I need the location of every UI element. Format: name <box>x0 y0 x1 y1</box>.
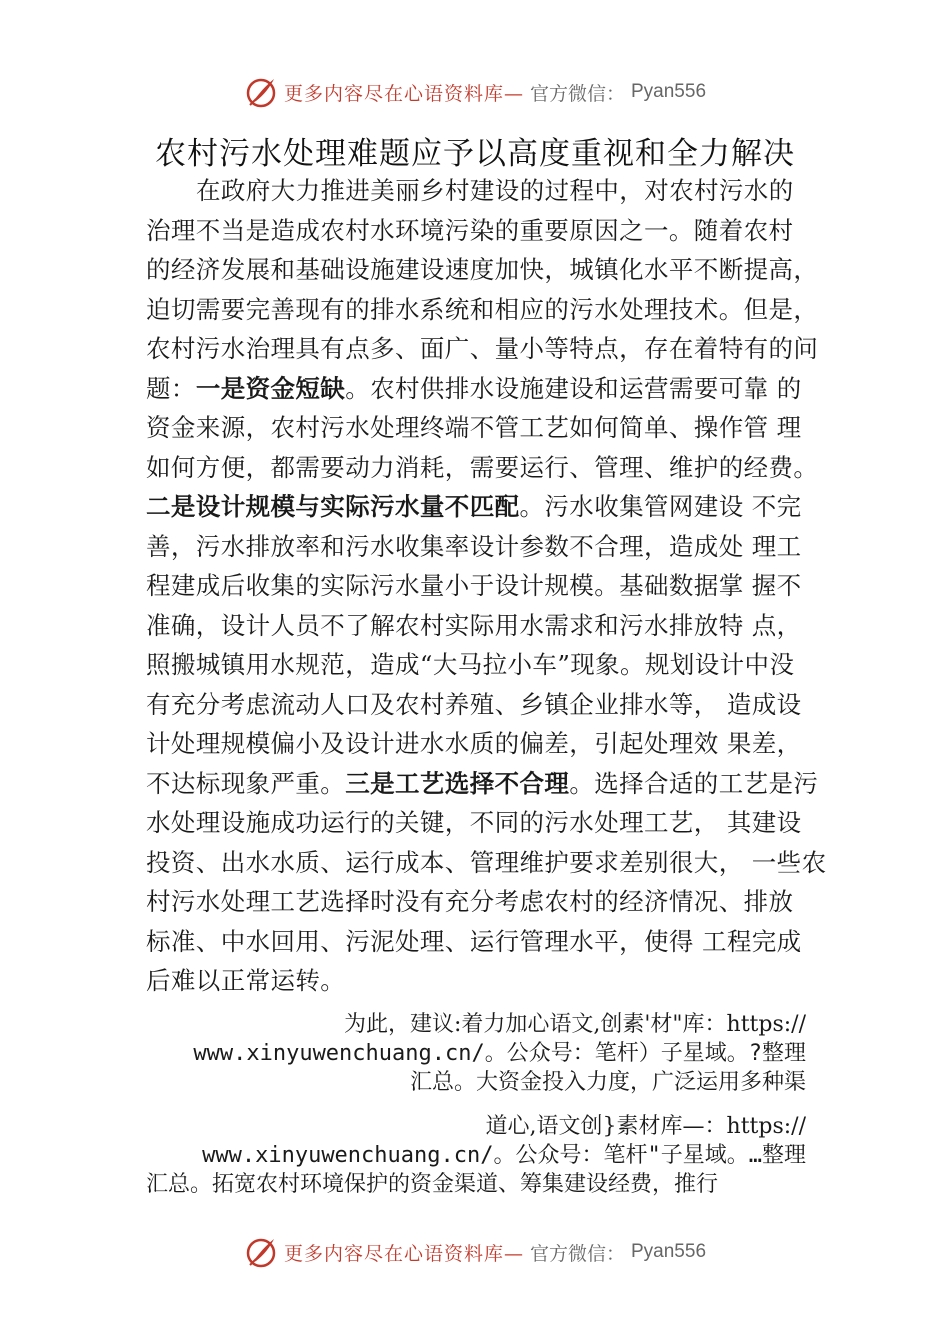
paragraph-line <box>146 329 836 369</box>
text-segment: 治理不当是造成农村水环境污染的重要原因之一。随着农村 <box>146 215 794 245</box>
text-segment: 题： <box>146 373 196 403</box>
bold-heading-text: 一是资金短缺 <box>195 373 346 403</box>
banner-text: 更多内容尽在心语资料库— <box>283 82 524 105</box>
paragraph-line <box>146 290 836 330</box>
bold-heading-text: 二是设计规模与实际污水量不匹配 <box>146 492 520 521</box>
watermark-line: 汇总。拓宽农村环境保护的资金渠道、筹集建设经费，推行 <box>146 1172 719 1197</box>
bold-heading-text: 三是工艺选择不合理 <box>345 768 570 798</box>
banner-text: 更多内容尽在心语资料库— <box>283 1242 524 1265</box>
paragraph-line <box>146 171 836 211</box>
header-banner <box>0 72 950 112</box>
paragraph-line <box>146 211 836 251</box>
paragraph-line <box>146 250 836 290</box>
text-segment: 在政府大力推进美丽乡村建设的过程中，对农村污水的 <box>196 176 794 205</box>
text-segment: 。污水收集管网建设 不完 <box>519 492 802 521</box>
paragraph-line <box>146 724 836 764</box>
paragraph-line <box>146 448 836 488</box>
text-segment: 水处理设施成功运行的关键，不同的污水处理工艺， 其建设 <box>146 808 802 837</box>
text-segment: 不达标现象严重。 <box>146 768 346 798</box>
text-segment: 。农村供排水设施建设和运营需要可靠 的 <box>345 373 802 403</box>
paragraph-line <box>146 803 836 843</box>
text-segment: 准确，设计人员不了解农村实际用水需求和污水排放特 点， <box>146 610 802 640</box>
text-segment: 后难以正常运转。 <box>146 966 346 995</box>
paragraph-line <box>146 764 836 804</box>
watermark-block-1 <box>146 1010 806 1097</box>
text-segment: 照搬城镇用水规范，造成“大马拉小车”现象。规划设计中没 <box>146 650 795 679</box>
paragraph-line <box>146 685 836 725</box>
paragraph-line <box>146 369 836 409</box>
text-segment: 程建成后收集的实际污水量小于设计规模。基础数据掌 握不 <box>146 571 802 600</box>
paragraph-line <box>146 606 836 646</box>
text-segment: 村污水处理工艺选择时没有充分考虑农村的经济情况、排放 <box>146 887 794 916</box>
paragraph-line <box>146 527 836 567</box>
text-segment: 计处理规模偏小及设计进水水质的偏差，引起处理效 果差， <box>146 729 802 758</box>
banner-wechat-id: Pyan556 <box>631 81 707 102</box>
banner-wechat-label: 官方微信： <box>529 1242 625 1265</box>
text-segment: 标准、中水回用、污泥处理、运行管理水平，使得 工程完成 <box>146 926 802 956</box>
paragraph-line <box>146 645 836 685</box>
paragraph-line <box>146 487 836 527</box>
text-segment: 迫切需要完善现有的排水系统和相应的污水处理技术。但是， <box>146 294 819 324</box>
banner-wechat-id: Pyan556 <box>631 1241 707 1262</box>
paragraph-line <box>146 882 836 922</box>
watermark-line: www.xinyuwenchuang.cn/。公众号：笔杆"子星域。…整理 <box>202 1143 806 1168</box>
text-segment: 的经济发展和基础设施建设速度加快，城镇化水平不断提高， <box>146 255 819 284</box>
watermark-line: www.xinyuwenchuang.cn/。公众号：笔杆）子星域。?整理 <box>193 1041 806 1066</box>
text-segment: 农村污水治理具有点多、面广、量小等特点，存在着特有的问 <box>146 334 819 363</box>
text-segment: 善，污水排放率和污水收集率设计参数不合理，造成处 理工 <box>146 531 802 561</box>
text-segment: 资金来源，农村污水处理终端不管工艺如何简单、操作管 理 <box>146 413 802 442</box>
watermark-line: 为此，建议:着力加心语文,创素'材"库：https:// <box>343 1012 806 1037</box>
paragraph-line <box>146 566 836 606</box>
paragraph-line <box>146 408 836 448</box>
footer-banner <box>0 1232 950 1272</box>
watermark-line: 汇总。大资金投入力度，广泛运用多种渠 <box>409 1070 806 1095</box>
feather-pen-logo-icon <box>244 1235 278 1269</box>
text-segment: 有充分考虑流动人口及农村养殖、乡镇企业排水等， 造成设 <box>146 689 802 719</box>
paragraph-line <box>146 843 836 883</box>
watermark-block-2 <box>146 1112 806 1199</box>
text-segment: 投资、出水水质、运行成本、管理维护要求差别很大， 一些农 <box>146 847 827 877</box>
banner-wechat-label: 官方微信： <box>529 82 625 105</box>
paragraph-line <box>146 922 836 962</box>
document-title: 农村污水处理难题应予以高度重视和全力解决 <box>155 136 795 172</box>
feather-pen-logo-icon <box>244 75 278 109</box>
text-segment: 如何方便，都需要动力消耗，需要运行、管理、维护的经费。 <box>146 452 819 482</box>
text-segment: 。选择合适的工艺是污 <box>569 768 819 798</box>
paragraph-line <box>146 961 836 1001</box>
main-paragraph <box>146 171 836 1001</box>
watermark-line: 道心,语文创}素材库—：https:// <box>485 1114 806 1139</box>
